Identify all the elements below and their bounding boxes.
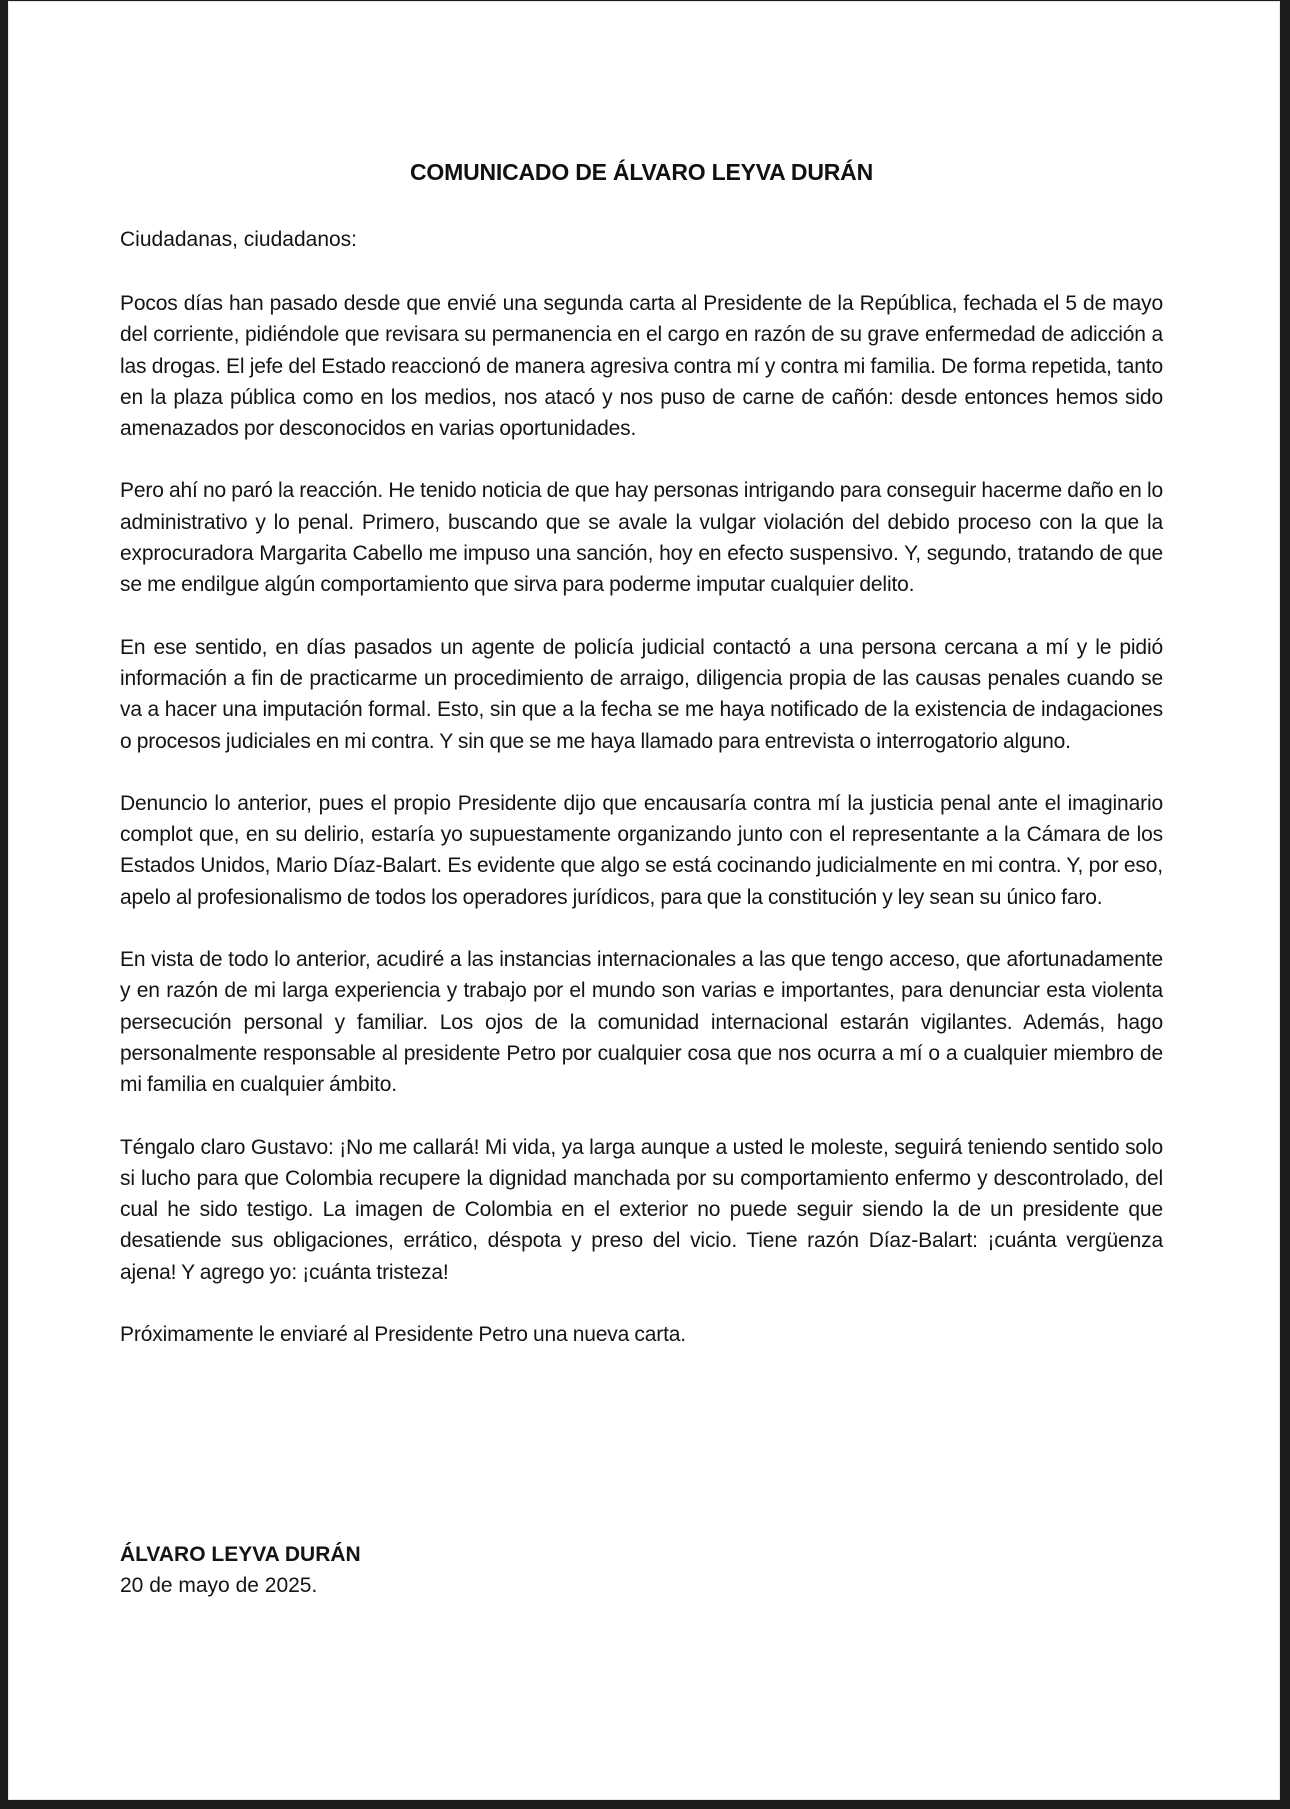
greeting: Ciudadanas, ciudadanos: (120, 228, 358, 251)
closing-paragraph: Próximamente le enviaré al Presidente Petro una nueva carta. (120, 1323, 686, 1347)
paragraph-3: En ese sentido, en días pasados un agente de policía judicial contactó a una persona cercana a mí y le pidió información a fin de practicarme un procedimiento de arraigo, diligencia propia de las causas penales cuando se va a hacer una imputación formal. Esto, sin que a la fecha se me haya notificado de la existencia de indagaciones o procesos judiciales en mi contra. Y sin que se me haya llamado para entrevista o interrogatorio alguno. (120, 635, 1163, 753)
paragraph-1: Pocos días han pasado desde que envié una segunda carta al Presidente de la República, fechada el 5 de mayo del corriente, pidiéndole que revisara su permanencia en el cargo en razón de su grave enfermedad de adicción a las drogas. El jefe del Estado reaccionó de manera agresiva contra mí y contra mi familia. De forma repetida, tanto en la plaza pública como en los medios, nos atacó y nos puso de carne de cañón: desde entonces hemos sido amenazados por desconocidos en varias oportunidades. (120, 292, 1163, 441)
document-page (9, 2, 1279, 1799)
signature-date: 20 de mayo de 2025. (120, 1574, 318, 1598)
document-body (120, 288, 1163, 1381)
signature-name: ÁLVARO LEYVA DURÁN (120, 1543, 361, 1566)
paragraph-6: Téngalo claro Gustavo: ¡No me callará! Mi vida, ya larga aunque a usted le moleste, seguirá teniendo sentido solo si lucho para que Colombia recupere la dignidad manchada por su comportamiento enfermo y descontrolado, del cual he sido testigo. La imagen de Colombia en el exterior no puede seguir siendo la de un presidente que desatiende sus obligaciones, errático, déspota y preso del vicio. Tiene razón Díaz-Balart: ¡cuánta vergüenza ajena! Y agrego yo: ¡cuánta tristeza! (120, 1135, 1163, 1284)
paragraph-5: En vista de todo lo anterior, acudiré a las instancias internacionales a las que tengo acceso, que afortunadamente y en razón de mi larga experiencia y trabajo por el mundo son varias e importantes, para denunciar esta violenta persecución personal y familiar. Los ojos de la comunidad internacional estarán vigilantes. Además, hago personalmente responsable al presidente Petro por cualquier cosa que nos ocurra a mí o a cualquier miembro de mi familia en cualquier ámbito. (120, 948, 1163, 1097)
paragraph-4: Denuncio lo anterior, pues el propio Presidente dijo que encausaría contra mí la justicia penal ante el imaginario complot que, en su delirio, estaría yo supuestamente organizando junto con el representante a la Cámara de los Estados Unidos, Mario Díaz-Balart. Es evidente que algo se está cocinando judicialmente en mi contra. Y, por eso, apelo al profesionalismo de todos los operadores jurídicos, para que la constitución y ley sean su único faro. (120, 791, 1163, 909)
document-title: COMUNICADO DE ÁLVARO LEYVA DURÁN (410, 159, 873, 185)
paragraph-2: Pero ahí no paró la reacción. He tenido noticia de que hay personas intrigando para conseguir hacerme daño en lo administrativo y lo penal. Primero, buscando que se avale la vulgar violación del debido proceso con la que la exprocuradora Margarita Cabello me impuso una sanción, hoy en efecto suspensivo. Y, segundo, tratando de que se me endilgue algún comportamiento que sirva para poderme imputar cualquier delito. (120, 479, 1163, 597)
signature-block (120, 1539, 361, 1602)
